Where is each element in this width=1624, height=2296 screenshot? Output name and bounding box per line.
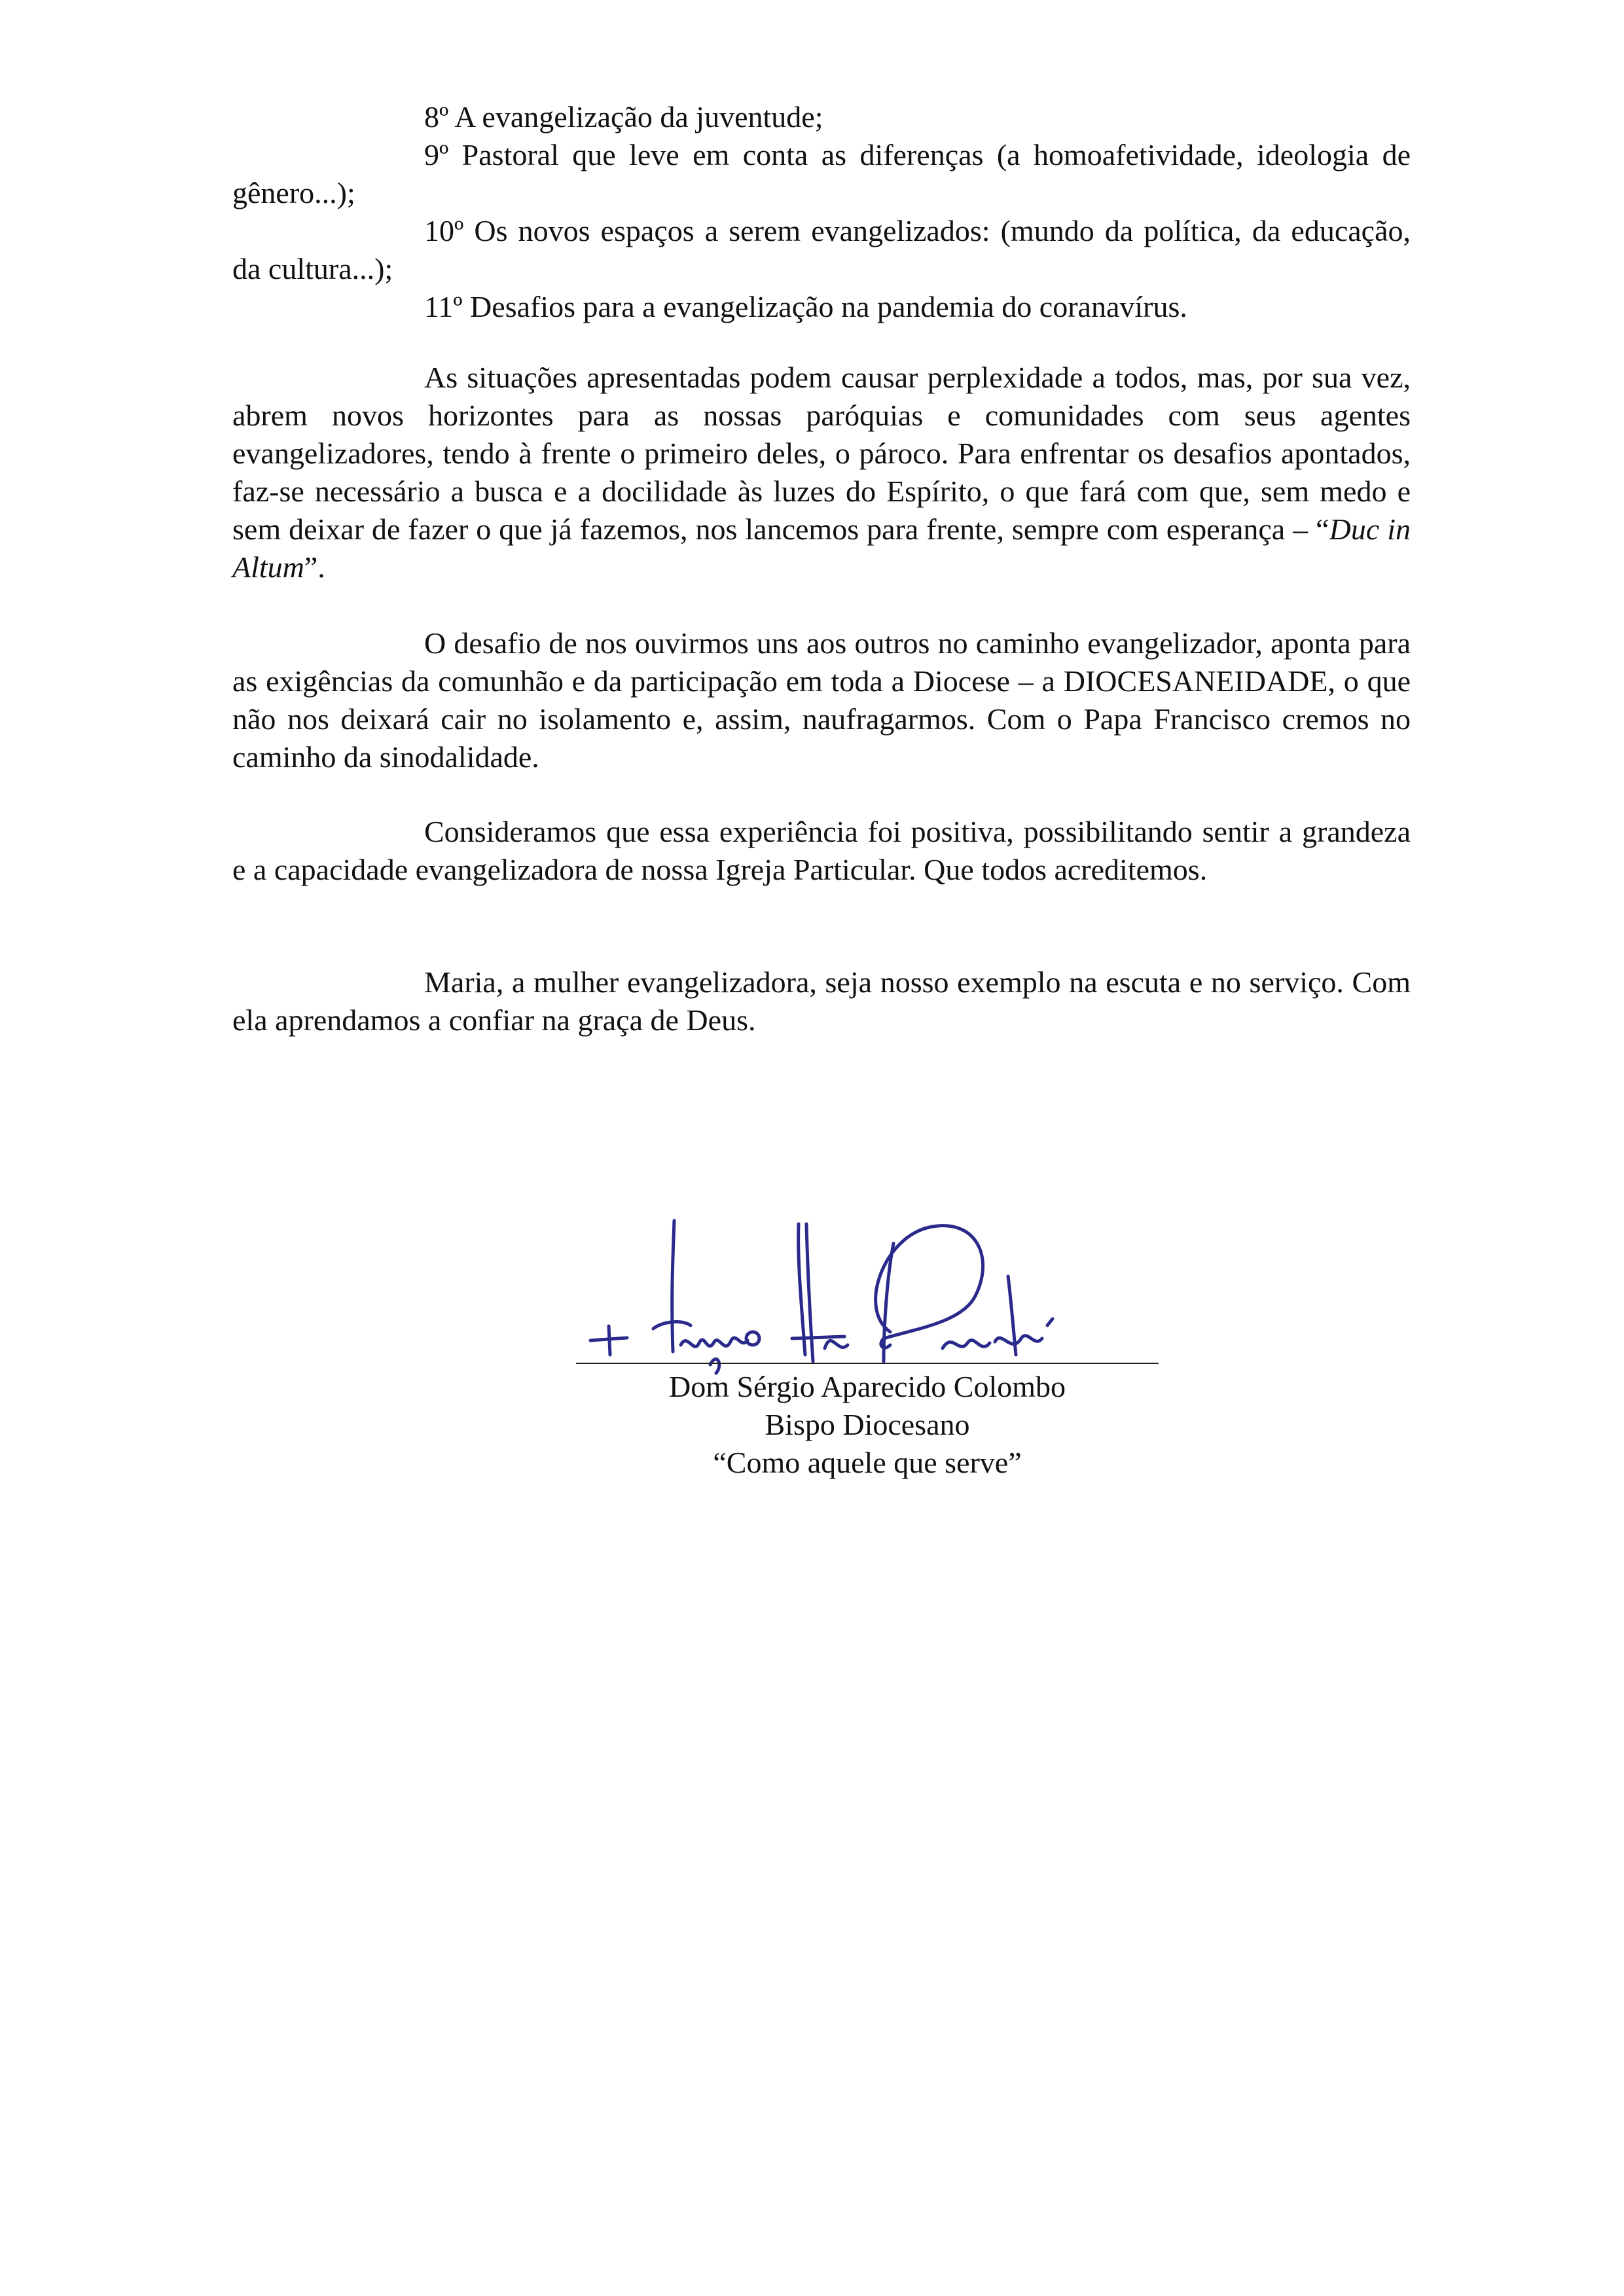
signatory-name: Dom Sérgio Aparecido Colombo bbox=[668, 1370, 1066, 1403]
list-item: 9º Pastoral que leve em conta as diferenças (a homoafetividade, ideologia de gênero...); bbox=[232, 138, 1411, 209]
signature-line bbox=[576, 1363, 1159, 1364]
paragraph-text-part: ”. bbox=[304, 550, 325, 584]
list-item: 8º A evangelização da juventude; bbox=[424, 100, 823, 134]
handwritten-signature bbox=[576, 1198, 1178, 1394]
signature-block bbox=[576, 1198, 1178, 1486]
paragraph-text-part: As situações apresentadas podem causar perplexidade a todos, mas, por sua vez, abrem novos horizontes para as nossas paróquias e comunidades com seus agentes evangelizadores, tendo à frente o primeiro deles, o pároco. Para enfrentar os desafios apontados, faz-se necessário a busca e a docilidade às luzes do Espírito, o que fará com que, sem medo e sem deixar de fazer o que já fazemos, nos lancemos para frente, sempre com esperança – “ bbox=[232, 361, 1411, 546]
paragraph-challenge bbox=[232, 624, 1411, 776]
paragraph-situations bbox=[232, 359, 1411, 586]
paragraph-text: O desafio de nos ouvirmos uns aos outros no caminho evangelizador, aponta para as exigências da comunhão e da participação em toda a Diocese – a DIOCESANEIDADE, o que não nos deixará cair no isolamento e, assim, naufragarmos. Com o Papa Francisco cremos no caminho da sinodalidade. bbox=[232, 626, 1411, 774]
list-item: 10º Os novos espaços a serem evangelizados: (mundo da política, da educação, da cultura...); bbox=[232, 214, 1411, 285]
paragraph-text bbox=[232, 359, 1411, 586]
signatory-motto: “Como aquele que serve” bbox=[713, 1446, 1022, 1479]
paragraph-maria bbox=[232, 963, 1411, 1039]
challenges-list bbox=[232, 98, 1411, 326]
list-item: 11º Desafios para a evangelização na pandemia do coranavírus. bbox=[424, 290, 1187, 323]
signatory-title: Bispo Diocesano bbox=[765, 1408, 970, 1441]
italic-phrase: Duc in Altum bbox=[232, 512, 1411, 584]
paragraph-experience bbox=[232, 813, 1411, 889]
paragraph-text: Maria, a mulher evangelizadora, seja nosso exemplo na escuta e no serviço. Com ela aprendamos a confiar na graça de Deus. bbox=[232, 965, 1411, 1037]
paragraph-text: Consideramos que essa experiência foi positiva, possibilitando sentir a grandeza e a capacidade evangelizadora de nossa Igreja Particular. Que todos acreditemos. bbox=[232, 815, 1411, 886]
